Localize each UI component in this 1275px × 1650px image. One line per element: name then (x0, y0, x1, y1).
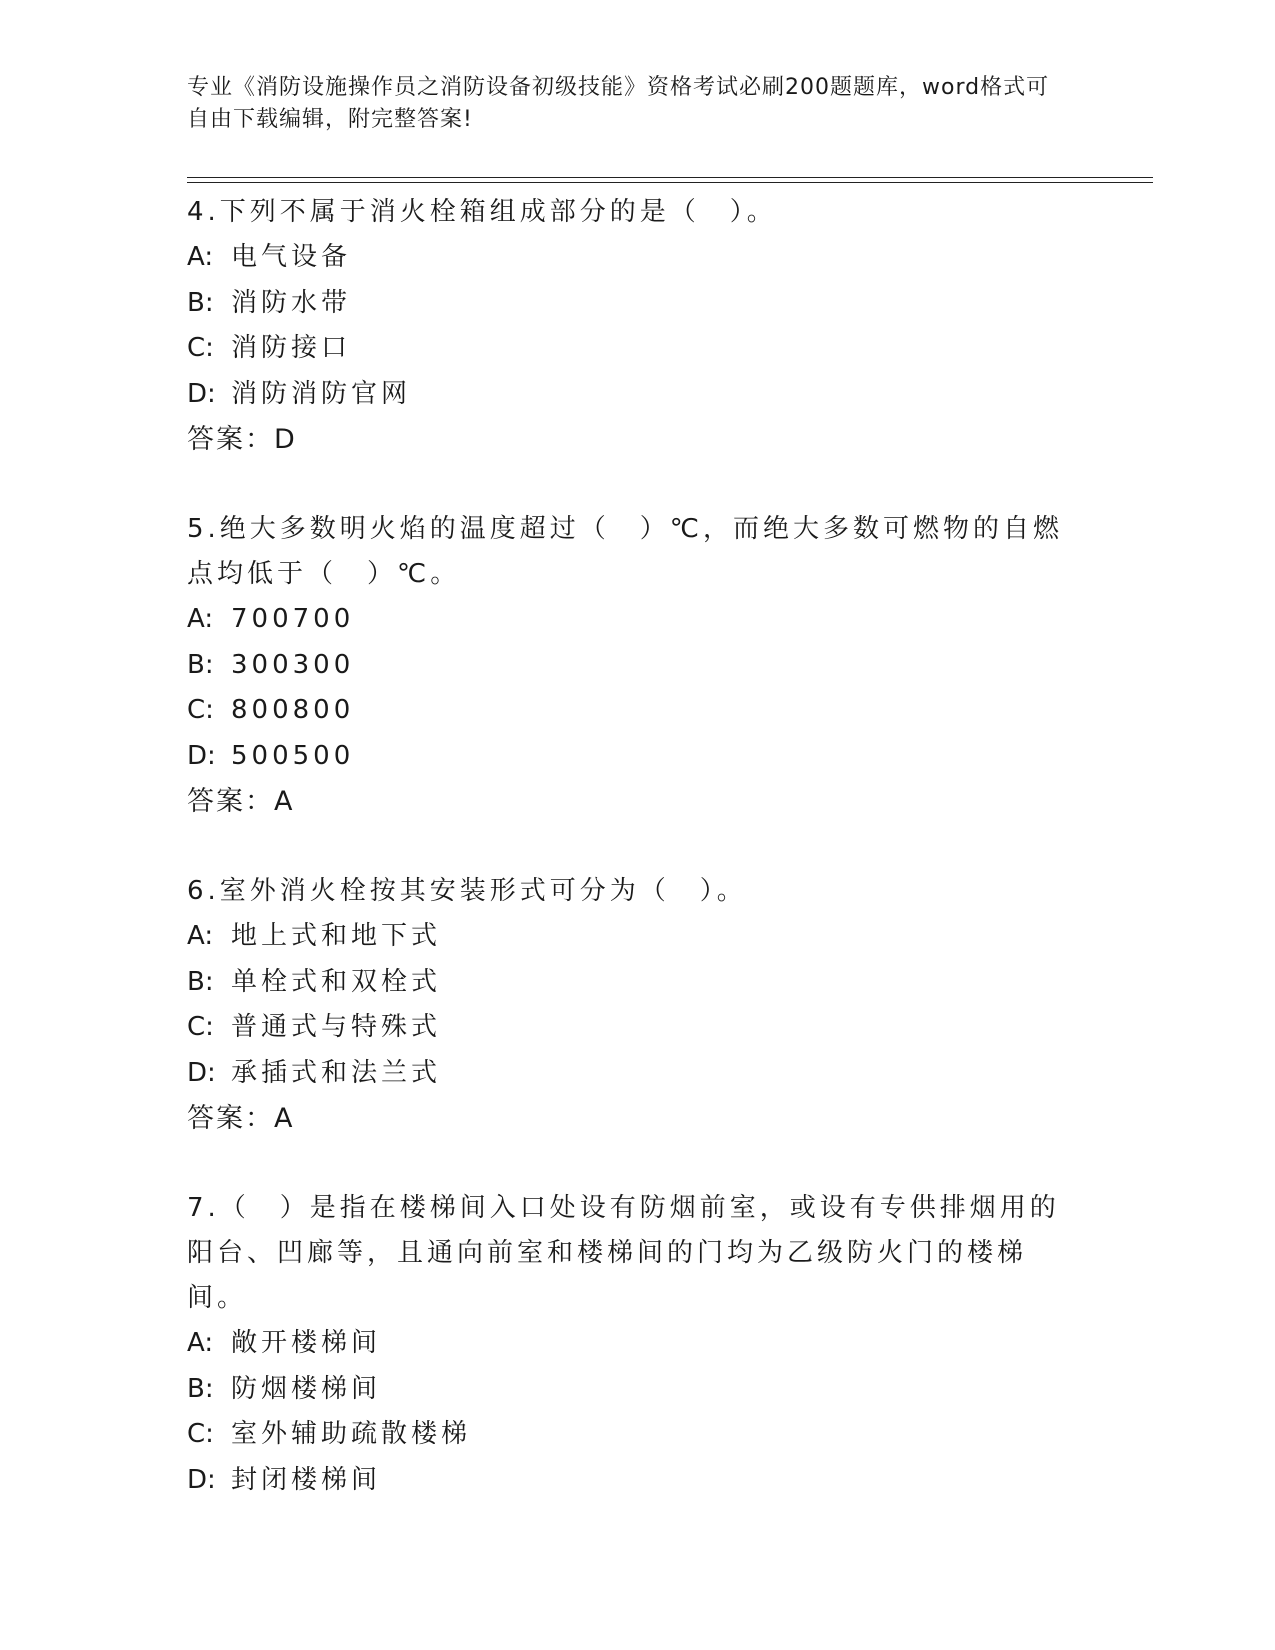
option-text: 室外辅助疏散楼梯 (231, 1419, 472, 1449)
option-text: 800800 (231, 695, 355, 725)
question-stem: 7.（ ）是指在楼梯间入口处设有防烟前室，或设有专供排烟用的阳台、凹廊等，且通向前室和楼梯间的门均为乙级防火门的楼梯间。 (187, 1193, 1060, 1313)
option-text: 普通式与特殊式 (231, 1012, 442, 1042)
answer-line: 答案：A (187, 1103, 295, 1134)
option-a (187, 597, 1067, 643)
question-5 (187, 507, 1067, 825)
option-key: C: (187, 1012, 214, 1042)
option-key: B: (187, 287, 214, 318)
option-a (187, 1321, 1067, 1367)
option-key: C: (187, 1419, 214, 1449)
option-key: B: (187, 1373, 214, 1404)
option-c (187, 1005, 1067, 1051)
option-b (187, 643, 1067, 689)
option-key: C: (187, 695, 214, 725)
option-key: D: (187, 740, 216, 771)
option-text: 地上式和地下式 (231, 921, 442, 951)
question-7 (187, 1186, 1067, 1503)
option-text: 防烟楼梯间 (231, 1373, 382, 1404)
option-text: 承插式和法兰式 (231, 1057, 442, 1088)
question-4 (187, 190, 1067, 463)
option-key: D: (187, 1057, 216, 1088)
option-b (187, 281, 1067, 327)
question-stem: 6.室外消火栓按其安装形式可分为（ ）。 (187, 876, 747, 906)
option-text: 消防接口 (231, 333, 352, 363)
option-text: 消防消防官网 (231, 378, 412, 409)
option-key: A: (187, 242, 214, 272)
option-a (187, 235, 1067, 281)
option-text: 700700 (231, 604, 355, 634)
option-text: 封闭楼梯间 (231, 1464, 382, 1495)
option-a (187, 914, 1067, 960)
header-text: 专业《消防设施操作员之消防设备初级技能》资格考试必刷200题题库，word格式可自由下载编辑，附完整答案! (187, 75, 1050, 132)
option-key: A: (187, 921, 214, 951)
option-text: 单栓式和双栓式 (231, 966, 442, 997)
option-key: B: (187, 966, 214, 997)
question-list (187, 190, 1067, 1547)
option-b (187, 1367, 1067, 1413)
option-text: 500500 (231, 740, 355, 771)
option-d (187, 372, 1067, 418)
document-header (187, 72, 1067, 136)
option-c (187, 1412, 1067, 1458)
option-b (187, 960, 1067, 1006)
question-stem: 5.绝大多数明火焰的温度超过（ ）℃，而绝大多数可燃物的自燃点均低于（ ）℃。 (187, 514, 1064, 589)
option-d (187, 734, 1067, 780)
option-d (187, 1458, 1067, 1504)
option-key: C: (187, 333, 214, 363)
option-d (187, 1051, 1067, 1097)
option-key: A: (187, 1328, 214, 1358)
option-c (187, 326, 1067, 372)
question-stem: 4.下列不属于消火栓箱组成部分的是（ ）。 (187, 197, 777, 227)
option-text: 300300 (231, 649, 355, 680)
header-divider-top (187, 177, 1153, 178)
option-c (187, 688, 1067, 734)
answer-line: 答案：A (187, 786, 295, 817)
option-key: D: (187, 378, 216, 409)
option-key: B: (187, 649, 214, 680)
option-text: 消防水带 (231, 287, 352, 318)
header-divider-bottom (187, 182, 1153, 183)
answer-line: 答案：D (187, 424, 297, 455)
option-key: D: (187, 1464, 216, 1495)
question-6 (187, 869, 1067, 1142)
option-text: 电气设备 (231, 242, 352, 272)
option-text: 敞开楼梯间 (231, 1328, 382, 1358)
option-key: A: (187, 604, 214, 634)
